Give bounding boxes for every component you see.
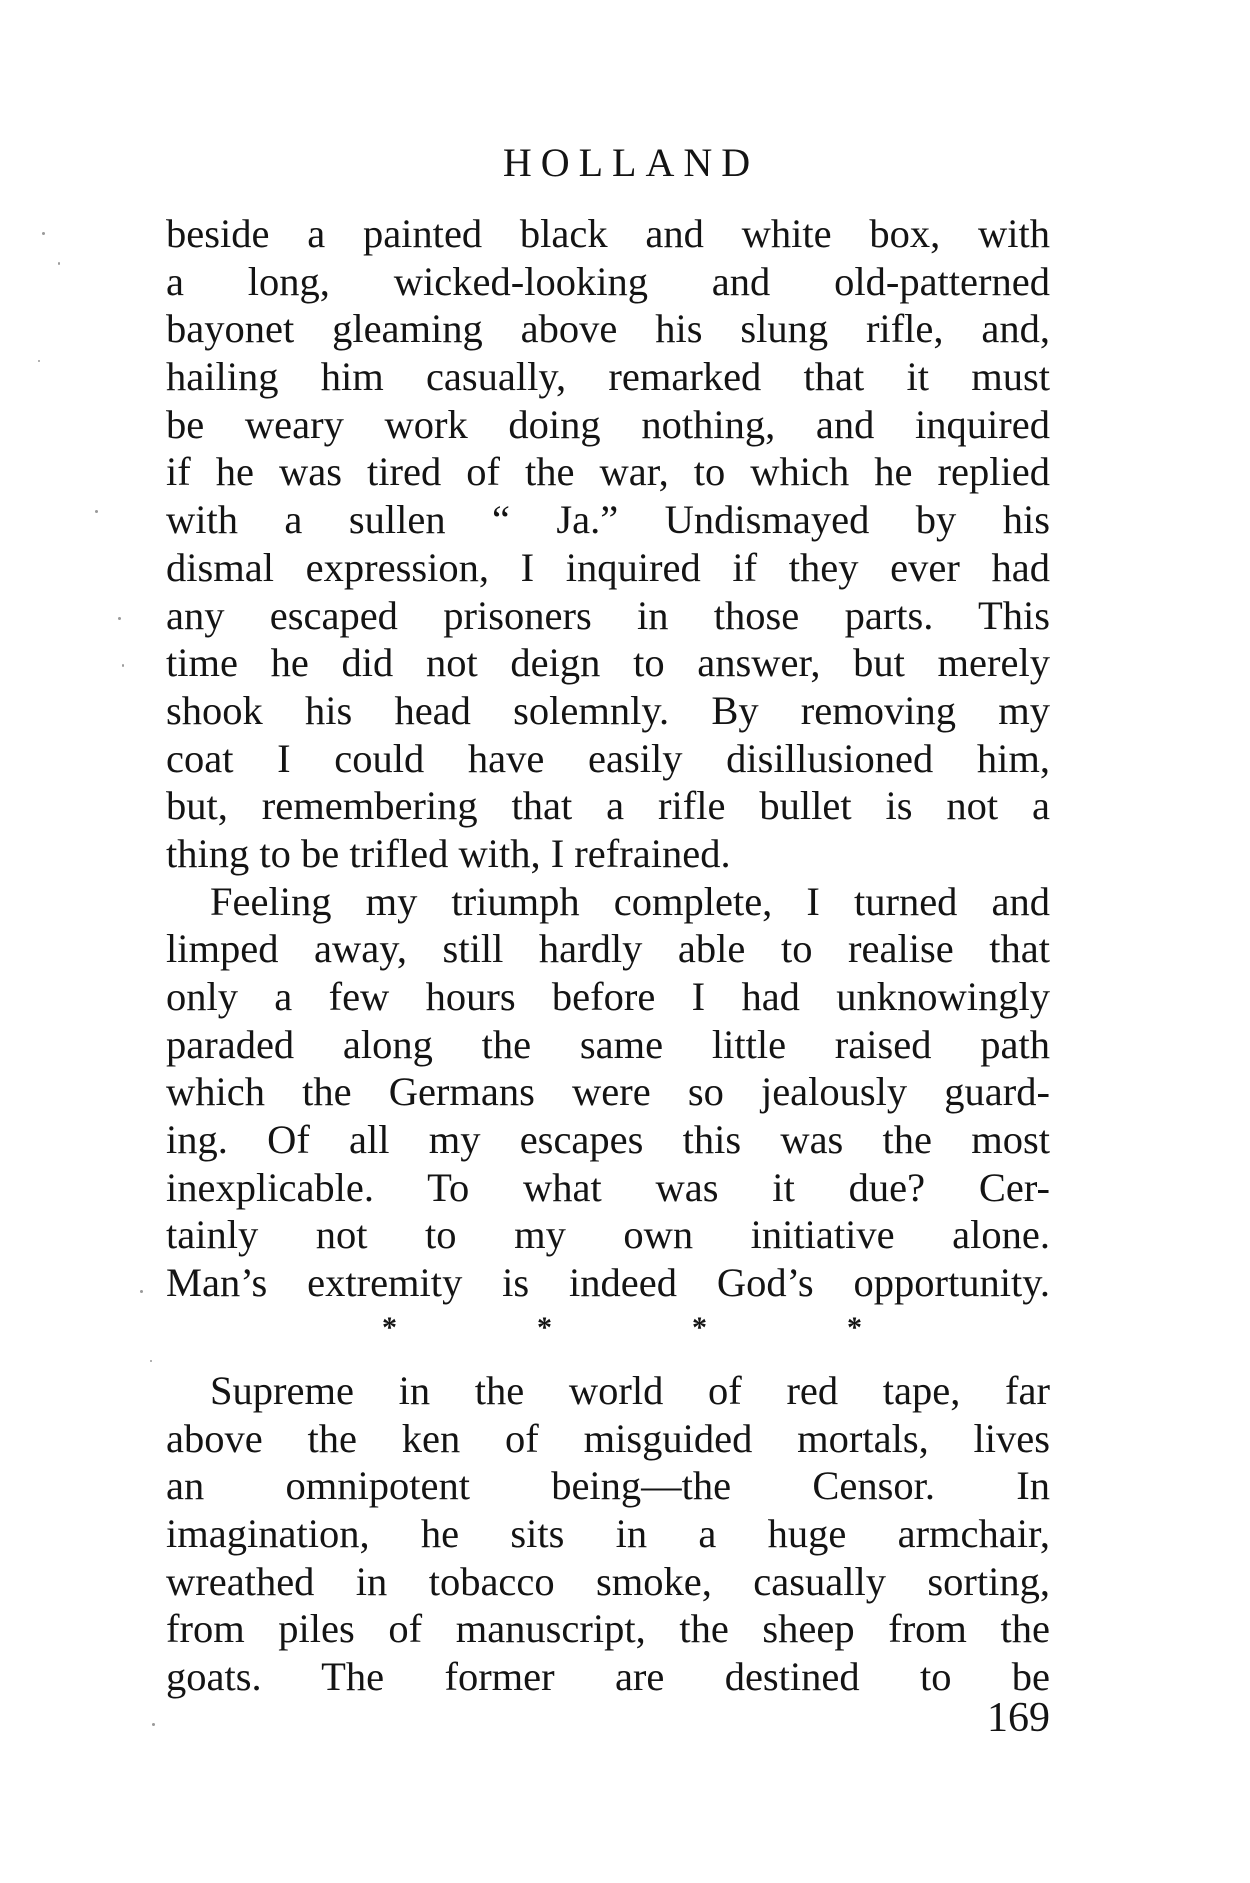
text-line: Feeling my triumph complete, I turned and [210,878,1050,924]
text-line: be weary work doing nothing, and inquired [166,401,1050,447]
text-line: a long, wicked-looking and old-patterned [166,258,1050,304]
text-line: wreathed in tobacco smoke, casually sorting, [166,1558,1050,1604]
text-line: beside a painted black and white box, with [166,211,1050,256]
paragraph-2 [166,878,1050,1307]
text-line: shook his head solemnly. By removing my [166,687,1050,733]
text-line: above the ken of misguided mortals, lives [166,1415,1050,1461]
text-line: imagination, he sits in a huge armchair, [166,1510,1050,1556]
asterisk: * [692,1310,707,1344]
text-line: ing. Of all my escapes this was the most [166,1117,1050,1163]
paper-speck [38,360,40,362]
text-line: inexplicable. To what was it due? Cer- [166,1164,1050,1210]
text-line: hailing him casually, remarked that it must [166,354,1050,400]
paper-speck [152,1723,155,1726]
paper-speck [122,664,124,667]
text-line: only a few hours before I had unknowingly [166,974,1050,1019]
text-line: which the Germans were so jealously guard- [166,1069,1050,1115]
asterisk: * [847,1310,862,1344]
running-head: HOLLAND [502,140,760,185]
paper-speck [95,510,98,513]
text-line: if he was tired of the war, to which he replied [166,449,1050,495]
text-line: thing to be trifled with, I refrained. [166,830,731,876]
asterisk: * [537,1310,552,1344]
body-text [166,210,1050,1701]
paper-speck [150,1360,152,1362]
text-line: tainly not to my own initiative alone. [166,1212,1050,1258]
text-line: coat I could have easily disillusioned him, [166,735,1050,781]
text-line: bayonet gleaming above his slung rifle, and, [166,306,1050,352]
paragraph-3 [166,1367,1050,1701]
paper-speck [118,617,121,620]
text-line: any escaped prisoners in those parts. This [166,592,1050,638]
paragraph-1 [166,210,1050,878]
text-line: with a sullen “ Ja.” Undismayed by his [166,497,1050,543]
text-line: dismal expression, I inquired if they ever had [166,544,1050,590]
paper-speck [58,262,60,265]
text-line: time he did not deign to answer, but merely [166,640,1050,686]
paper-speck [140,1290,143,1293]
text-line: an omnipotent being—the Censor. In [166,1463,1050,1509]
paper-speck [42,232,45,235]
text-line: goats. The former are destined to be [166,1653,1050,1699]
text-line: Supreme in the world of red tape, far [210,1367,1050,1413]
asterisk: * [382,1310,397,1344]
text-line: Man’s extremity is indeed God’s opportunity. [166,1260,1050,1306]
text-line: but, remembering that a rifle bullet is not a [166,783,1050,829]
section-break [382,1307,862,1367]
page-number: 169 [987,1695,1050,1741]
text-line: paraded along the same little raised path [166,1021,1050,1067]
text-line: from piles of manuscript, the sheep from the [166,1606,1050,1652]
text-line: limped away, still hardly able to realise that [166,926,1050,972]
